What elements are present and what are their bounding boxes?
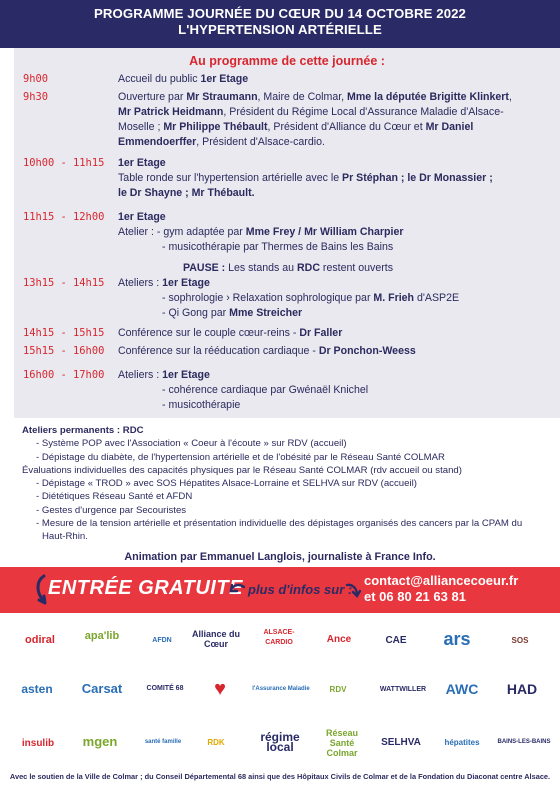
text: - cohérence cardiaque par Gwénaël Knichel [162, 384, 369, 396]
logo-carsat: Carsat [81, 681, 123, 696]
text: Conférence sur le couple cœur-reins - [118, 327, 300, 339]
schedule-line [118, 344, 548, 359]
logo-wattwiller: WATTWILLER [379, 686, 427, 693]
bold-text: 1er Etage [162, 369, 210, 381]
logo-thermes-bains: BAINS-LES-BAINS [497, 739, 551, 745]
bold-text: 1er Etage [200, 73, 249, 85]
permanent-list [22, 437, 542, 543]
logo-sos-hepatites: SOS [511, 636, 529, 645]
contact-phone: et 06 80 21 63 81 [364, 589, 466, 604]
free-entry-text: ENTRÉE GRATUITE [48, 577, 243, 599]
permanent-item: Haut-Rhin. [42, 531, 88, 543]
schedule-description [118, 156, 548, 201]
animation-note: Animation par Emmanuel Langlois, journaliste à France Info. [124, 551, 436, 563]
logo-assurance-maladie: l'Assurance Maladie [252, 686, 310, 692]
free-entry-banner [0, 567, 560, 613]
bold-text: Mme Streicher [229, 307, 303, 319]
bold-text: RDC [297, 262, 320, 274]
bold-text: Mr Straumann [186, 91, 258, 103]
bold-text: PAUSE : [182, 262, 226, 274]
contact-email[interactable]: contact@alliancecoeur.fr [364, 573, 519, 588]
logo-regime-local: régime local [260, 730, 300, 754]
logo-comite-68: COMITÉ 68 [146, 685, 184, 692]
schedule-time: 14h15 - 15h15 [23, 327, 105, 339]
permanent-item: - Diététiques Réseau Santé et AFDN [36, 491, 193, 503]
logo-hepatites: hépatites [444, 738, 480, 747]
schedule-description [118, 344, 548, 359]
schedule-line [118, 120, 548, 135]
permanent-item: - Dépistage « TROD » avec SOS Hépatites Alsace-Lorraine et SELHVA sur RDV (accueil) [36, 478, 417, 490]
bold-text: Dr Faller [299, 327, 343, 339]
bold-text: Mr Patrick Heidmann [118, 106, 224, 118]
text: Table ronde sur l'hypertension artérielle avec le [118, 172, 343, 184]
schedule-description [118, 210, 548, 255]
text: , Président du Régime Local d'Assurance Maladie d'Alsace- [223, 106, 504, 118]
permanent-item: - Mesure de la tension artérielle et présentation individuelle des dépistages organisés des cancers par la CPAM du [36, 518, 523, 530]
schedule-description [118, 72, 548, 87]
schedule-line [118, 383, 548, 398]
schedule-line [118, 135, 548, 150]
schedule-line [118, 156, 548, 171]
text: - musicothérapie par Thermes de Bains les Bains [162, 241, 394, 253]
logo-alsace-cardio: ALSACE-CARDIO [263, 629, 295, 646]
text: - musicothérapie [162, 399, 241, 411]
programme-title: Au programme de cette journée : [189, 54, 385, 68]
bold-text: Mr Daniel [425, 121, 474, 133]
logo-ars: ars [443, 629, 471, 649]
bold-text: 1er Etage [162, 277, 210, 289]
schedule-line [118, 105, 548, 120]
logo-afdn: AFDN [152, 637, 172, 644]
schedule-line [118, 72, 548, 87]
arrow-left-icon [228, 581, 246, 599]
permanent-workshops [22, 424, 542, 544]
footer-support: Avec le soutien de la Ville de Colmar ; du Conseil Départemental 68 ainsi que des Hôpitaux Civils de Colmar et de la Fondation du Diaconat centre Alsace. [9, 772, 551, 781]
schedule-time: 11h15 - 12h00 [23, 211, 105, 223]
text: , Président d'Alliance du Cœur et [267, 121, 426, 133]
permanent-item: Évaluations individuelles des capacités physiques par le Réseau Santé COLMAR (rdv accueil ou stand) [22, 464, 462, 476]
logo-mgen: mgen [82, 734, 118, 749]
permanent-item: - Dépistage du diabète, de l'hypertension artérielle et de l'obésité par le Réseau Santé COLMAR [36, 451, 445, 463]
schedule-line [118, 90, 548, 105]
contact-block [364, 573, 518, 605]
logo-rdv-logo: RDV [329, 685, 347, 694]
permanent-item: - Gestes d'urgence par Secouristes [36, 504, 187, 516]
text: - Qi Gong par [162, 307, 230, 319]
permanent-item: - Système POP avec l'Association « Coeur à l'écoute » sur RDV (accueil) [36, 438, 347, 450]
text: , Président d'Alsace-cardio. [196, 136, 325, 148]
bold-text: Mr Philippe Thébault [163, 121, 268, 133]
text: Atelier : - gym adaptée par [118, 226, 246, 238]
text: Ouverture par [118, 91, 187, 103]
text: Les stands au [225, 262, 298, 274]
text: Moselle ; [118, 121, 164, 133]
text: - sophrologie › Relaxation sophrologique par [162, 292, 374, 304]
schedule-time: 9h30 [23, 91, 49, 103]
text: Conférence sur la rééducation cardiaque - [118, 345, 319, 357]
logo-insulib: insulib [21, 738, 55, 749]
programme-panel [14, 48, 560, 418]
logo-asten-sante: asten [21, 682, 53, 696]
logo-selhva: SELHVA [381, 737, 421, 748]
bold-text: Dr Ponchon-Weess [318, 345, 416, 357]
logo-sante-famille: santé famille [144, 739, 182, 745]
bold-text: 1er Etage [118, 211, 166, 223]
schedule-time: 16h00 - 17h00 [23, 369, 105, 381]
schedule-line [118, 306, 548, 321]
schedule-line [118, 291, 548, 306]
schedule-time: 13h15 - 14h15 [23, 277, 105, 289]
schedule-line [118, 276, 548, 291]
logo-ance: Ance [326, 634, 352, 645]
pause-text [118, 261, 458, 276]
more-info-label: plus d'infos sur : [248, 582, 353, 597]
text: Accueil du public [118, 73, 201, 85]
permanent-title: Ateliers permanents : RDC [22, 425, 144, 436]
text: Ateliers : [118, 369, 163, 381]
schedule-line [118, 240, 548, 255]
text: Ateliers : [118, 277, 163, 289]
logo-alliance-du-coeur: Alliance du Cœur [191, 629, 240, 649]
schedule-line [118, 368, 548, 383]
schedule-description [118, 326, 548, 341]
schedule-line [118, 210, 548, 225]
logo-awc: AWC [445, 681, 479, 697]
schedule-line [118, 326, 548, 341]
logo-reseau-sante-colmar: Réseau Santé Colmar [325, 728, 359, 758]
logo-heart-logo: ♥ [214, 678, 226, 700]
schedule-time: 9h00 [23, 73, 49, 85]
logo-had: HAD [506, 681, 538, 697]
text: , Maire de Colmar, [257, 91, 348, 103]
bold-text: le Dr Shayne ; Mr Thébault. [118, 187, 255, 199]
bold-text: Mme la députée Brigitte Klinkert [347, 91, 509, 103]
schedule-description [118, 368, 548, 413]
schedule-line [118, 225, 548, 240]
schedule-time: 15h15 - 16h00 [23, 345, 105, 357]
bold-text: Pr Stéphan ; le Dr Monassier ; [342, 172, 493, 184]
page-title: PROGRAMME JOURNÉE DU CŒUR DU 14 OCTOBRE 2022 [93, 6, 466, 21]
logo-rdk: RDK [207, 738, 225, 747]
page-header [0, 0, 560, 48]
bold-text: Emmendoerffer [118, 136, 197, 148]
schedule-time: 10h00 - 11h15 [23, 157, 105, 169]
schedule-description [118, 90, 548, 150]
text: , [508, 91, 512, 103]
logo-apalib: apa'lib [84, 630, 120, 642]
schedule-line [118, 398, 548, 413]
page-subtitle: L'HYPERTENSION ARTÉRIELLE [178, 22, 382, 37]
text: d'ASP2E [414, 292, 460, 304]
bold-text: M. Frieh [373, 292, 415, 304]
schedule-description [118, 276, 548, 321]
logo-odiral: odiral [25, 634, 55, 646]
partner-logos [0, 613, 560, 763]
logo-coeur-a-l-ecoute: CAE [385, 635, 407, 646]
schedule-line [118, 171, 548, 186]
bold-text: Mme Frey / Mr William Charpier [245, 226, 404, 238]
schedule-line [118, 186, 548, 201]
arrow-right-icon [345, 581, 361, 599]
bold-text: 1er Etage [118, 157, 166, 169]
text: restent ouverts [319, 262, 393, 274]
